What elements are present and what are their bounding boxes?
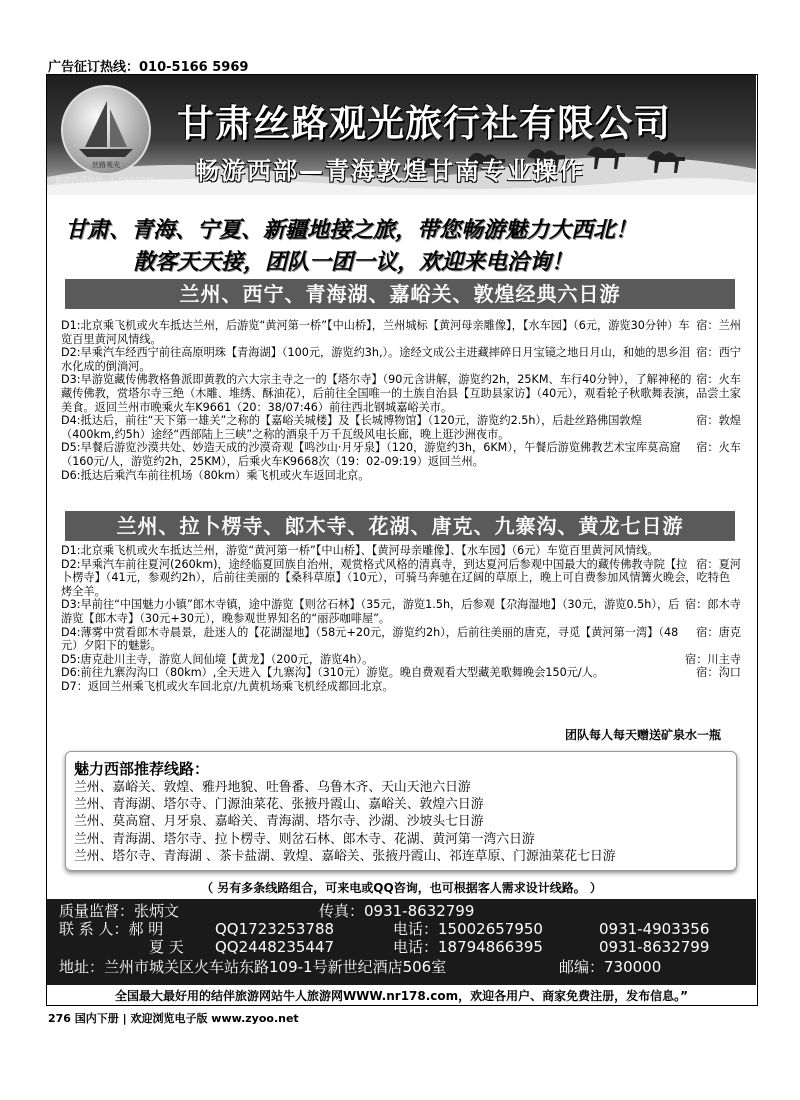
route-item: 兰州、塔尔寺、青海湖 、茶卡盐湖、敦煌、嘉峪关、张掖丹霞山、祁连草原、门源油菜花七日游 xyxy=(74,848,616,864)
address: 地址：兰州市城关区火车站东路109-1号新世纪酒店506室 xyxy=(59,958,447,976)
itinerary-day: D7：返回兰州乘飞机或火车回北京/九黄机场乘飞机经成都回北京。 xyxy=(61,679,394,693)
itinerary-day: 宿：郎木寺 D3:早前往“中国魅力小镇”郎木寺镇，途中游览【则岔石林】（35元，游览1.5h，后参观【尕海湿地】（30元，游览0.5h），后游览【郎木寺】（30元+30元），晚参观世界知名的“丽莎咖啡屋”。 xyxy=(61,598,741,625)
sailboat-icon xyxy=(63,87,149,173)
itinerary-day: 宿：夏河 D2:早乘汽车前往夏河(260km)，途经临夏回族自治州，观赏格式风格的清真寺，到达夏河后参观中国最大的藏传佛教寺院【拉卜楞寺】（41元，参观约2h），后前往美丽的【桑科草原】（10元），可骑马奔驰在辽阔的草原上，晚上可自费参加风情篝火晚会，吃特色烤全羊。 xyxy=(61,557,741,598)
postcode: 邮编：730000 xyxy=(559,958,662,976)
routes-title: 魅力西部推荐线路： xyxy=(74,760,210,778)
itinerary-day: 宿：川主寺 D5:唐克赴川主寺，游览人间仙境【黄龙】（200元，游览4h）。 xyxy=(61,652,741,666)
contact-person-1: 联 系 人：郝 明 xyxy=(59,920,164,938)
qq-1: QQ1723253788 xyxy=(215,920,335,938)
partner-website-line: 全国最大最好用的结伴旅游网站牛人旅游网WWW.nr178.com，欢迎各用户、商家免费注册，发布信息。” xyxy=(114,989,689,1003)
route-item: 兰州、青海湖、塔尔寺、拉卜楞寺、则岔石林、郎木寺、花湖、黄河第一湾六日游 xyxy=(74,831,535,847)
tour2-itinerary xyxy=(61,544,741,694)
qq-2: QQ2448235447 xyxy=(215,938,335,956)
tour2-title: 兰州、拉卜楞寺、郎木寺、花湖、唐克、九寨沟、黄龙七日游 xyxy=(65,511,735,541)
itinerary-day: D1:北京乘飞机或火车抵达兰州，游览“黄河第一桥”【中山桥】、【黄河母亲雕像】、【水车园】（6元）车览百里黄河风情线。 xyxy=(61,544,659,557)
gift-note: 团队每人每天赠送矿泉水一瓶 xyxy=(564,728,721,742)
ad-hotline: 广告征订热线：010-5166 5969 xyxy=(48,60,249,75)
quality-supervisor: 质量监督：张炳文 xyxy=(59,902,180,920)
tour1-title: 兰州、西宁、青海湖、嘉峪关、敦煌经典六日游 xyxy=(65,279,735,309)
contact-person-2: 夏 天 xyxy=(149,938,184,956)
travel-advertisement xyxy=(46,74,758,1006)
itinerary-day: D6:抵达后乘汽车前往机场（80km）乘飞机或火车返回北京。 xyxy=(61,468,370,482)
itinerary-day: 宿：火车 D3:早游览藏传佛教格鲁派即黄教的六大宗主寺之一的【塔尔寺】（90元含讲解，游览约2h，25KM、车行40分钟），了解神秘的藏传佛教，赏塔尔寺三绝（木雕、堆绣、酥油花），后前往全国唯一的土族自治县【互助县家访】（40元），观看轮子秋歌舞表演，品尝土家美食。返回兰州市晚乘火车K9661（20：38/07:46）前往西北钢城嘉峪关市。 xyxy=(61,373,741,414)
routes-list xyxy=(74,779,616,865)
company-tagline: 畅游西部—青海敦煌甘南专业操作 xyxy=(195,157,585,185)
tour1-itinerary xyxy=(61,319,741,482)
itinerary-day: 宿：唐克 D4:薄雾中赏看郎木寺晨景，赴迷人的【花湖湿地】（58元+20元，游览约2h），后前往美丽的唐克，寻觅【黄河第一湾】（48元）夕阳下的魅影。 xyxy=(61,625,741,653)
itinerary-day: 宿：火车 D5:早餐后游览沙漠共处、妙造天成的沙漠奇观【鸣沙山·月牙泉】（120，游览约3h，6KM），午餐后游览佛教艺术宝库莫高窟（160元/人，游览约2h，25KM），后乘火车K9668次（19：02-09:19）返回兰州。 xyxy=(61,441,741,468)
custom-route-note: （ 另有多条线路组合，可来电或QQ咨询，也可根据客人需求设计线路。 ） xyxy=(201,881,602,895)
company-logo xyxy=(61,85,151,175)
mobile-1: 电话：15002657950 xyxy=(393,920,543,938)
route-item: 兰州、嘉峪关、敦煌、雅丹地貌、吐鲁番、乌鲁木齐、天山天池六日游 xyxy=(74,780,471,795)
header-banner xyxy=(47,75,756,195)
company-name: 甘肃丝路观光旅行社有限公司 xyxy=(177,102,671,145)
recommended-routes-box xyxy=(65,751,737,871)
phone-2: 0931-8632799 xyxy=(599,938,710,956)
slogan-line-1: 甘肃、青海、宁夏、新疆地接之旅，带您畅游魅力大西北！ xyxy=(65,217,638,243)
phone-1: 0931-4903356 xyxy=(599,920,710,938)
route-item: 兰州、青海湖、塔尔寺、门源油菜花、张掖丹霞山、嘉峪关、敦煌六日游 xyxy=(74,797,484,813)
itinerary-day: 宿：西宁 D2:早乘汽车经西宁前往高原明珠【青海湖】（100元，游览约3h,）。途经文成公主进藏摔碎日月宝镜之地日月山，和她的思乡泪水化成的倒淌河。 xyxy=(61,346,741,373)
mobile-2: 电话：18794866395 xyxy=(393,938,543,956)
itinerary-day: 宿：沟口 D6:前往九寨沟沟口（80km）,全天进入【九寨沟】（310元）游览。晚自费观看大型藏羌歌舞晚会150元/人。 xyxy=(61,666,741,680)
page-footer: 276 国内下册 | 欢迎浏览电子版 www.zyoo.net xyxy=(48,1012,299,1025)
contact-block xyxy=(47,899,756,985)
fax-number: 传真：0931-8632799 xyxy=(319,902,475,920)
slogan-line-2: 散客天天接，团队一团一议，欢迎来电洽询！ xyxy=(133,249,574,275)
itinerary-day: 宿：敦煌 D4:抵达后，前往“天下第一雄关”之称的【嘉峪关城楼】及【长城博物馆】（120元，游览约2.5h），后赴丝路佛国敦煌（400km,约5h）途经“西部陆上三峡”之称的酒泉千万千瓦级风电长廊，晚上逛沙洲夜市。 xyxy=(61,414,741,441)
travel-license-number: 旅游许可证号：L-GS00045 xyxy=(55,176,156,185)
route-item: 兰州、莫高窟、月牙泉、嘉峪关、青海湖、塔尔寺、沙湖、沙坡头七日游 xyxy=(74,814,484,830)
svg-text:丝路观光: 丝路观光 xyxy=(92,161,120,169)
itinerary-day: 宿：兰州 D1:北京乘飞机或火车抵达兰州，后游览“黄河第一桥”【中山桥】，兰州城标【黄河母亲雕像】，【水车园】（6元，游览30分钟）车览百里黄河风情线。 xyxy=(61,319,741,346)
